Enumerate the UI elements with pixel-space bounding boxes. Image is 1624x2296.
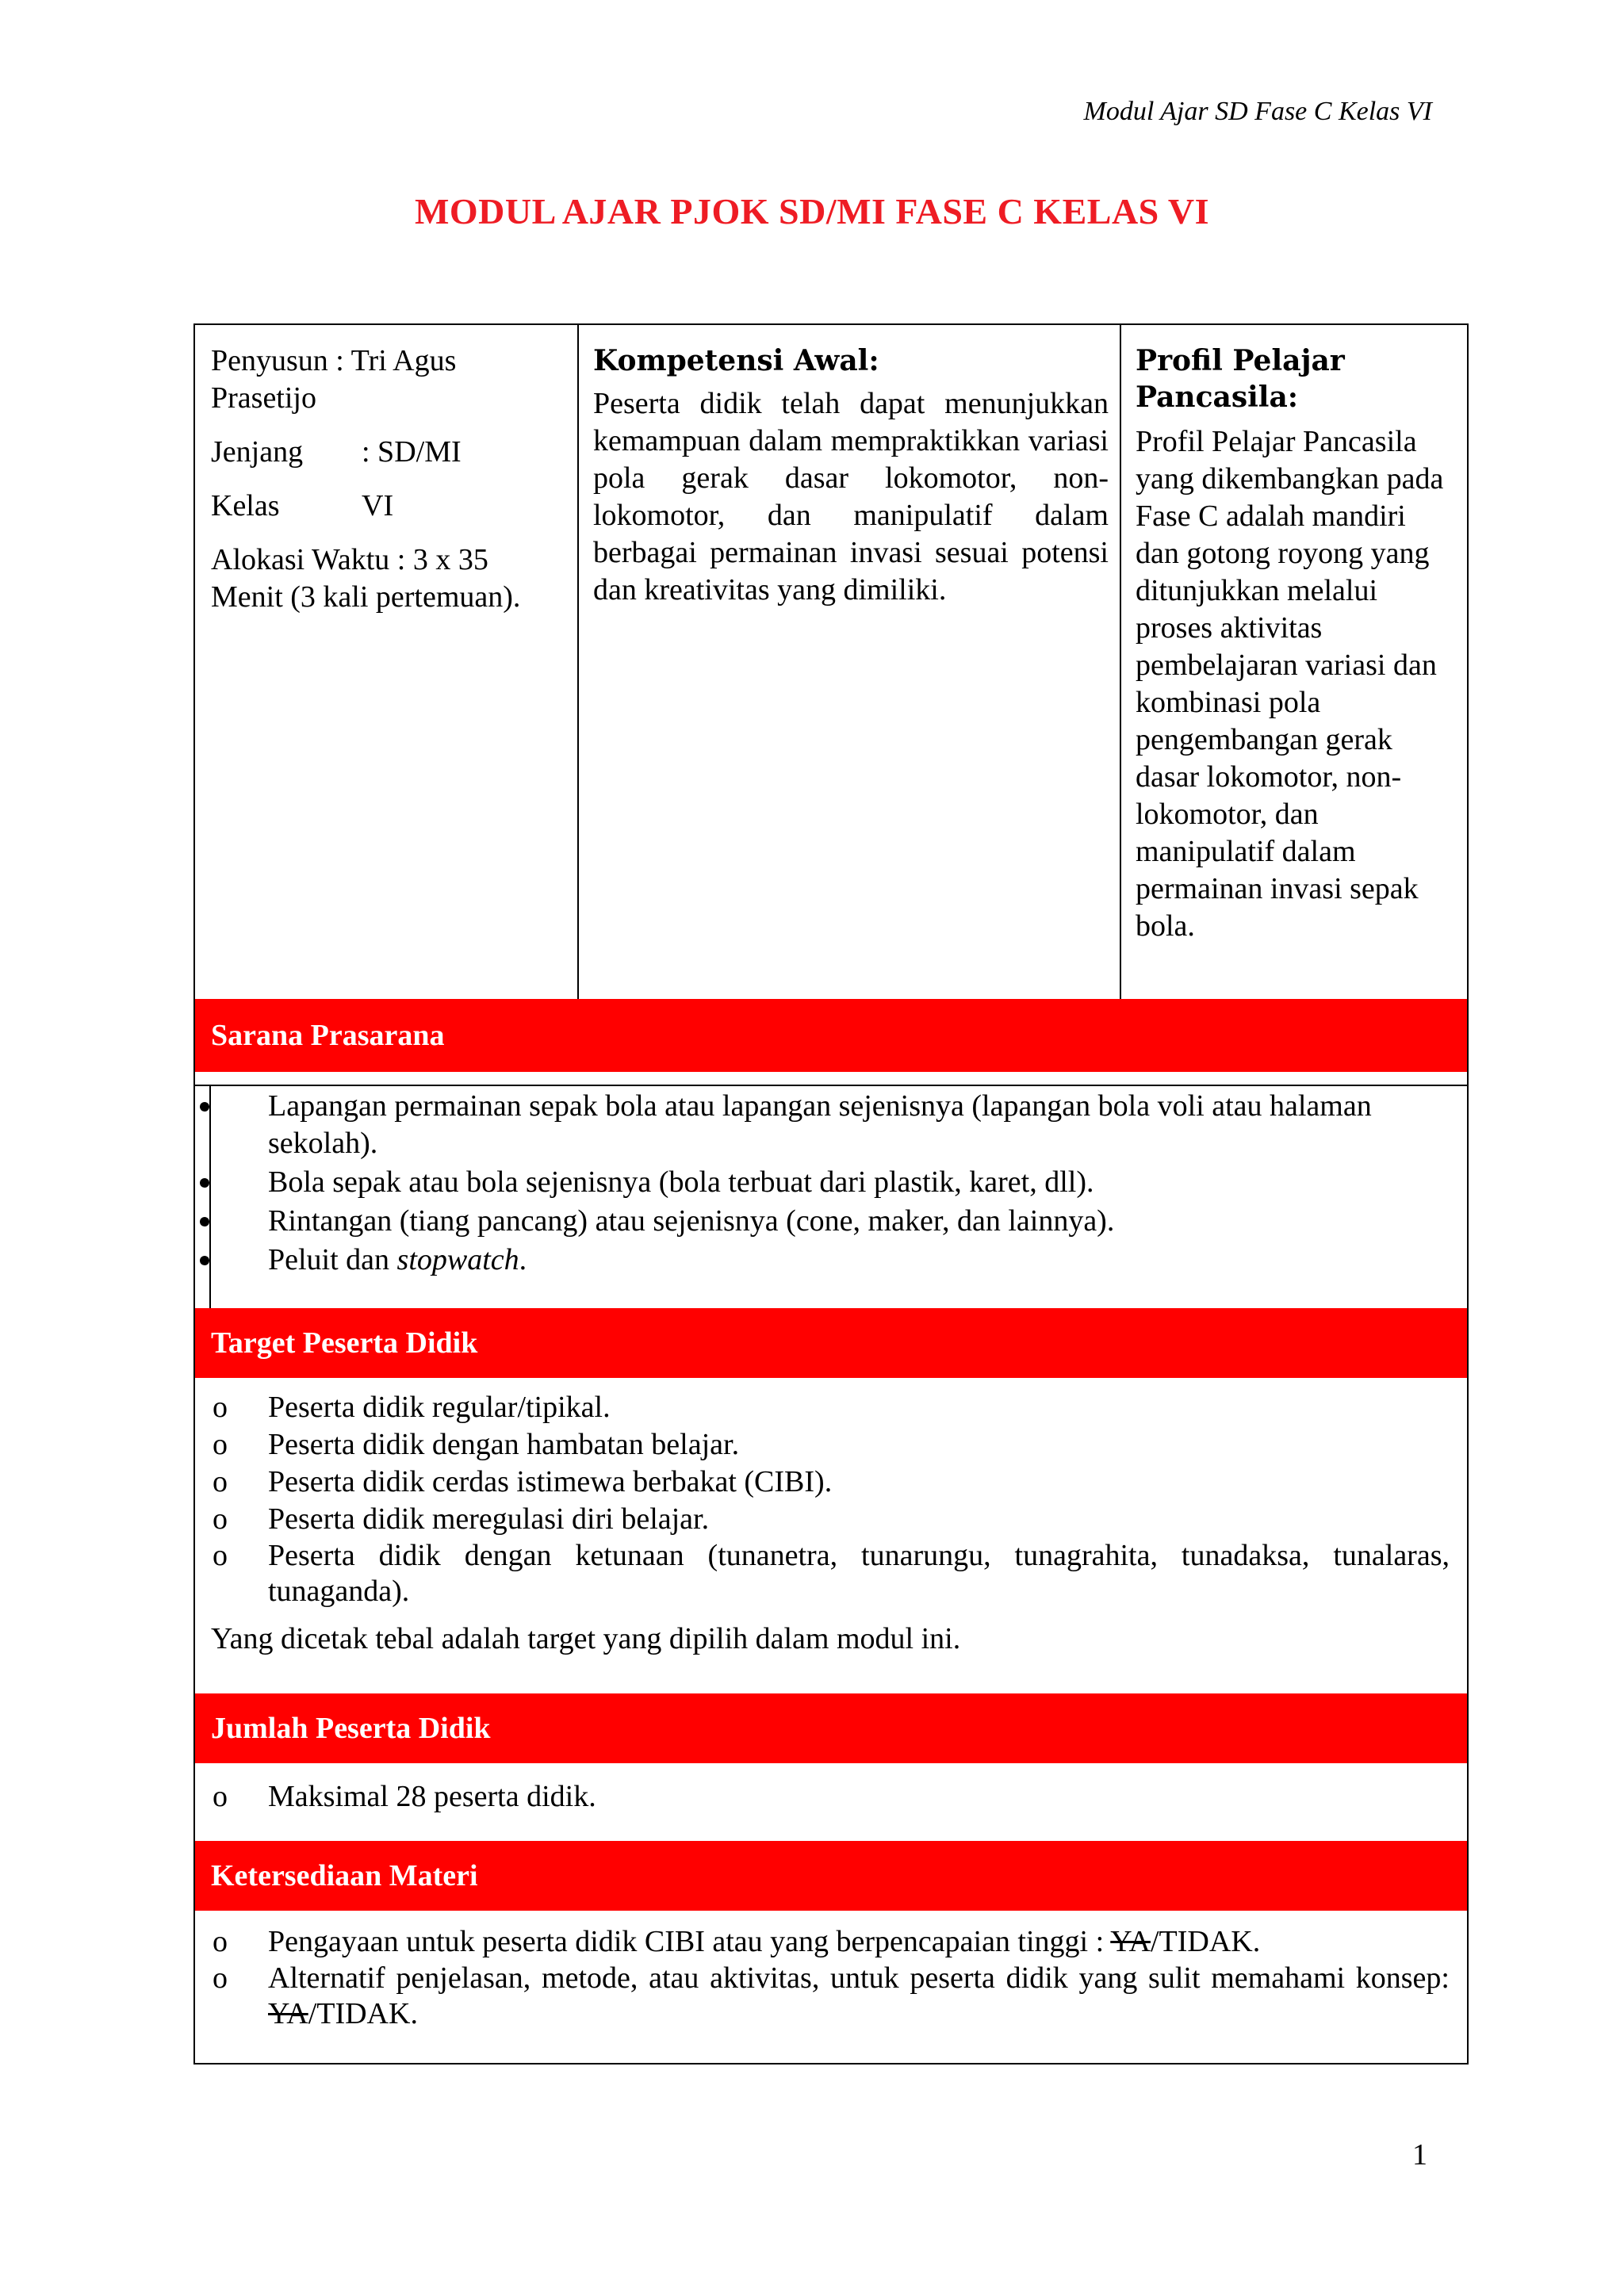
- bullet-icon: [200, 1217, 209, 1226]
- jenjang-label: Jenjang: [211, 435, 304, 469]
- jenjang-value: : SD/MI: [362, 435, 462, 469]
- list-item: Bola sepak atau bola sejenisnya (bola terbuat dari plastik, karet, dll).: [195, 1164, 1467, 1201]
- materi-header: [195, 1841, 1467, 1911]
- target-note: Yang dicetak tebal adalah target yang dipilih dalam modul ini.: [211, 1622, 961, 1655]
- bullet-icon: [200, 1178, 209, 1188]
- materi-list: [195, 1923, 1467, 2032]
- circle-bullet-icon: o: [213, 1961, 228, 1995]
- list-item: o Peserta didik meregulasi diri belajar.: [195, 1501, 1467, 1538]
- target-heading: Target Peserta Didik: [211, 1326, 478, 1360]
- circle-bullet-icon: o: [213, 1428, 228, 1461]
- circle-bullet-icon: o: [213, 1539, 228, 1572]
- target-list: [195, 1389, 1467, 1658]
- penyusun-label: Penyusun : Tri Agus: [211, 344, 457, 377]
- circle-bullet-icon: o: [213, 1925, 228, 1958]
- sarana-list: [195, 1088, 1467, 1279]
- circle-bullet-icon: o: [213, 1465, 228, 1498]
- list-item: o Maksimal 28 peserta didik.: [195, 1778, 1467, 1816]
- list-item: o Alternatif penjelasan, metode, atau aktivitas, untuk peserta didik yang sulit memahami konsep: YA/TIDAK.: [213, 1961, 1450, 2030]
- sarana-divider: [195, 1085, 1467, 1086]
- jumlah-list: [195, 1778, 1467, 1816]
- bullet-icon: [200, 1102, 209, 1112]
- kompetensi-text: Peserta didik telah dapat menunjukkan kemampuan dalam mempraktikkan variasi pola gerak dasar lokomotor, non-lokomotor, dan manipulatif dalam berbagai permainan invasi sesuai potensi dan kreativitas yang dimiliki.: [593, 387, 1109, 607]
- running-header: Modul Ajar SD Fase C Kelas VI: [1083, 97, 1432, 126]
- sarana-heading: Sarana Prasarana: [211, 1019, 445, 1052]
- list-item: o Peserta didik regular/tipikal.: [195, 1389, 1467, 1426]
- column-divider-2: [1120, 325, 1121, 999]
- jumlah-header: [195, 1693, 1467, 1763]
- profil-cell: [1136, 342, 1457, 945]
- circle-bullet-icon: o: [213, 1502, 228, 1536]
- kompetensi-cell: [593, 342, 1109, 609]
- kelas-label: Kelas: [211, 489, 280, 522]
- module-table: [193, 323, 1469, 2064]
- column-divider-1: [577, 325, 579, 999]
- list-item: o Pengayaan untuk peserta didik CIBI atau yang berpencapaian tinggi : YA/TIDAK.: [195, 1923, 1467, 1961]
- list-item: o Peserta didik cerdas istimewa berbakat (CIBI).: [195, 1464, 1467, 1501]
- document-title: MODUL AJAR PJOK SD/MI FASE C KELAS VI: [414, 191, 1210, 232]
- page-number: 1: [1412, 2138, 1427, 2172]
- list-item: Rintangan (tiang pancang) atau sejenisnya (cone, maker, dan lainnya).: [195, 1203, 1467, 1240]
- kompetensi-heading: Kompetensi Awal:: [593, 344, 879, 377]
- circle-bullet-icon: o: [213, 1780, 228, 1813]
- materi-heading: Ketersediaan Materi: [211, 1859, 478, 1892]
- info-cell: [211, 342, 560, 633]
- jumlah-heading: Jumlah Peserta Didik: [211, 1712, 491, 1745]
- penyusun-name-cont: Prasetijo: [211, 381, 316, 415]
- bullet-icon: [200, 1256, 209, 1265]
- list-item: Lapangan permainan sepak bola atau lapangan sejenisnya (lapangan bola voli atau halaman sekolah).: [195, 1088, 1467, 1162]
- list-item: o Peserta didik dengan ketunaan (tunanetra, tunarungu, tunagrahita, tunadaksa, tunalaras, tunaganda).: [213, 1539, 1450, 1608]
- kelas-value: VI: [362, 489, 394, 522]
- target-header: [195, 1308, 1467, 1378]
- alokasi-line-1: Alokasi Waktu : 3 x 35: [211, 543, 488, 576]
- profil-text: Profil Pelajar Pancasila yang dikembangkan pada Fase C adalah mandiri dan gotong royong yang ditunjukkan melalui proses aktivitas pembelajaran variasi dan kombinasi pola pengembangan gerak dasar lokomotor, non-lokomotor, dan manipulatif dalam permainan invasi sepak bola.: [1136, 425, 1444, 943]
- sarana-header: [195, 999, 1467, 1072]
- list-item: Peluit dan stopwatch.: [195, 1242, 1467, 1279]
- profil-heading: Profil Pelajar Pancasila:: [1136, 344, 1345, 414]
- list-item: o Peserta didik dengan hambatan belajar.: [195, 1426, 1467, 1464]
- circle-bullet-icon: o: [213, 1391, 228, 1424]
- alokasi-line-2: Menit (3 kali pertemuan).: [211, 580, 521, 614]
